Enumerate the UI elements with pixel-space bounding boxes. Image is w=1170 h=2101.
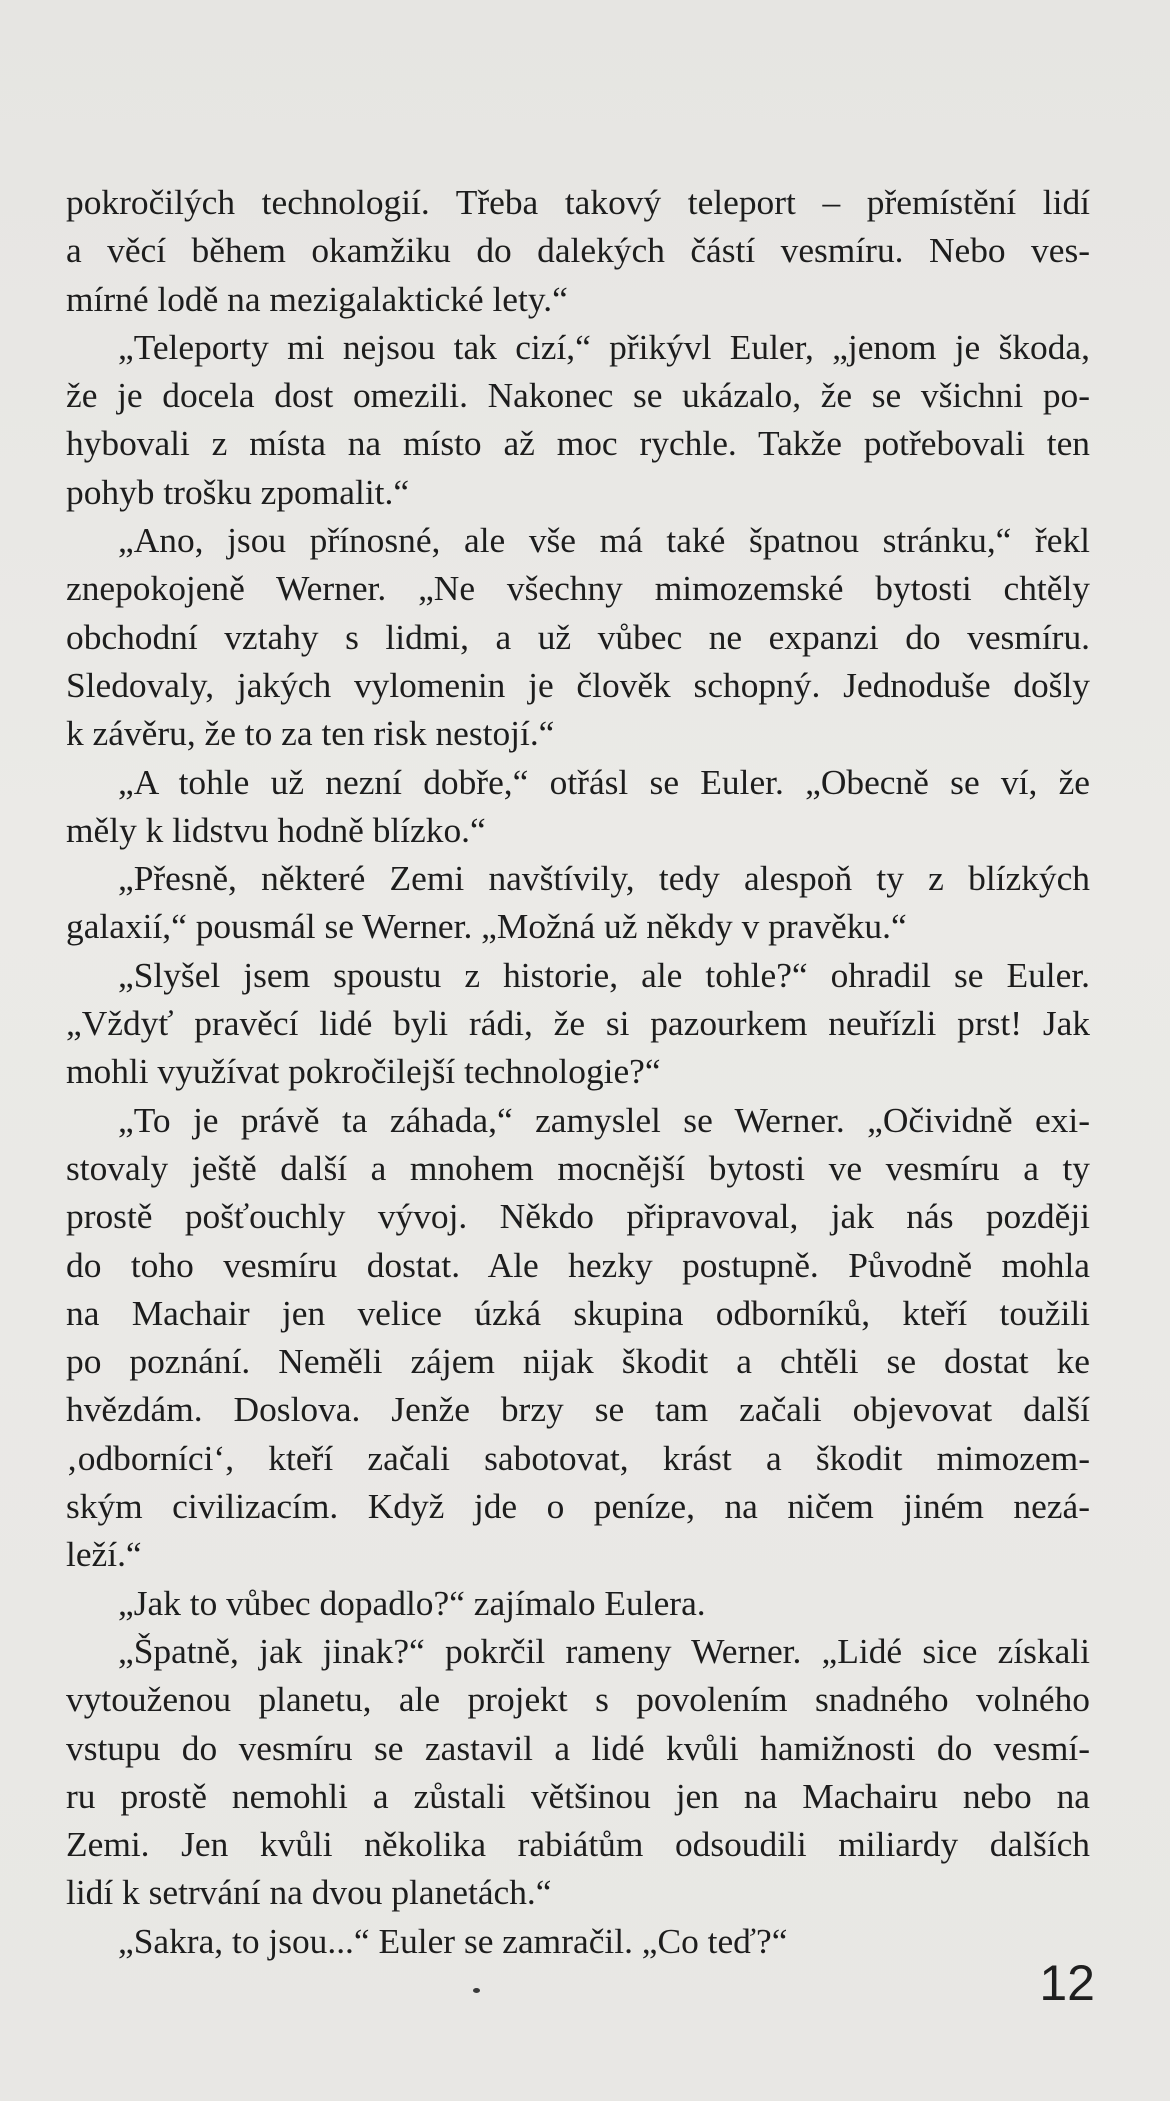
text-line: „To je právě ta záhada,“ zamyslel se Werner. „Očividně exi- xyxy=(118,1099,1090,1140)
text-line: že je docela dost omezili. Nakonec se ukázalo, že se všichni po- xyxy=(66,375,1090,416)
text-line: „A tohle už nezní dobře,“ otřásl se Euler. „Obecně se ví, že xyxy=(118,761,1090,802)
text-line: „Jak to vůbec dopadlo?“ zajímalo Eulera. xyxy=(118,1582,706,1623)
text-line: ‚odborníci‘, kteří začali sabotovat, krást a škodit mimozem- xyxy=(66,1437,1090,1478)
text-line: „Špatně, jak jinak?“ pokrčil rameny Werner. „Lidé sice získali xyxy=(118,1630,1090,1671)
text-line: „Přesně, některé Zemi navštívily, tedy alespoň ty z blízkých xyxy=(118,858,1090,899)
text-line: stovaly ještě další a mnohem mocnější bytosti ve vesmíru a ty xyxy=(66,1147,1090,1188)
text-line: do toho vesmíru dostat. Ale hezky postupně. Původně mohla xyxy=(66,1244,1090,1285)
text-line: „Teleporty mi nejsou tak cizí,“ přikývl Euler, „jenom je škoda, xyxy=(118,326,1090,367)
text-line: pohyb trošku zpomalit.“ xyxy=(66,471,410,512)
text-line: „Slyšel jsem spoustu z historie, ale tohle?“ ohradil se Euler. xyxy=(118,954,1090,995)
page-number: 12 xyxy=(1039,1955,1095,2011)
text-line: znepokojeně Werner. „Ne všechny mimozemské bytosti chtěly xyxy=(66,568,1090,609)
text-line: k závěru, že to za ten risk nestojí.“ xyxy=(66,713,555,754)
text-line: mírné lodě na mezigalaktické lety.“ xyxy=(66,278,568,319)
text-line: a věcí během okamžiku do dalekých částí vesmíru. Nebo ves- xyxy=(66,230,1090,271)
text-line: prostě pošťouchly vývoj. Někdo připravoval, jak nás později xyxy=(66,1196,1090,1237)
text-line: obchodní vztahy s lidmi, a už vůbec ne expanzi do vesmíru. xyxy=(66,616,1090,657)
text-line: hybovali z místa na místo až moc rychle. Takže potřebovali ten xyxy=(66,423,1090,464)
text-line: leží.“ xyxy=(66,1534,142,1575)
text-line: Sledovaly, jakých vylomenin je člověk schopný. Jednoduše došly xyxy=(66,664,1090,705)
text-line: mohli využívat pokročilejší technologie?“ xyxy=(66,1051,661,1092)
text-line: ským civilizacím. Když jde o peníze, na ničem jiném nezá- xyxy=(66,1486,1090,1527)
text-line: lidí k setrvání na dvou planetách.“ xyxy=(66,1872,552,1913)
text-line: ru prostě nemohli a zůstali většinou jen na Machairu nebo na xyxy=(66,1775,1090,1816)
text-line: vstupu do vesmíru se zastavil a lidé kvůli hamižnosti do vesmí- xyxy=(66,1727,1090,1768)
text-line: „Vždyť pravěcí lidé byli rádi, že si pazourkem neuřízli prst! Jak xyxy=(66,1003,1090,1044)
text-line: měly k lidstvu hodně blízko.“ xyxy=(66,809,486,850)
ink-speck xyxy=(473,1988,480,1993)
text-line: pokročilých technologií. Třeba takový teleport – přemístění lidí xyxy=(66,182,1090,222)
text-line: vytouženou planetu, ale projekt s povolením snadného volného xyxy=(66,1679,1090,1720)
body-text xyxy=(66,178,1090,1965)
text-line: na Machair jen velice úzká skupina odborníků, kteří toužili xyxy=(66,1292,1090,1333)
text-line: „Ano, jsou přínosné, ale vše má také špatnou stránku,“ řekl xyxy=(118,520,1090,561)
text-line: galaxií,“ pousmál se Werner. „Možná už někdy v pravěku.“ xyxy=(66,906,907,947)
text-line: „Sakra, to jsou...“ Euler se zamračil. „Co teď?“ xyxy=(118,1920,788,1961)
text-line: po poznání. Neměli zájem nijak škodit a chtěli se dostat ke xyxy=(66,1341,1090,1382)
text-line: hvězdám. Doslova. Jenže brzy se tam začali objevovat další xyxy=(66,1389,1090,1430)
text-line: Zemi. Jen kvůli několika rabiátům odsoudili miliardy dalších xyxy=(66,1824,1090,1865)
